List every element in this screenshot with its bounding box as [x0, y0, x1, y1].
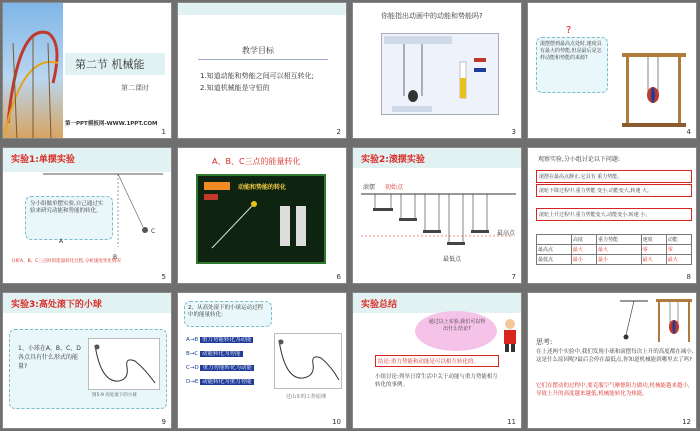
slide-5[interactable]	[2, 147, 172, 284]
slide-number: 7	[511, 273, 516, 281]
goal-item-1: 1.知道动能和势能之间可以相互转化;	[200, 72, 315, 80]
slide-title: 实验1:单摆实验	[11, 155, 75, 165]
slide-10[interactable]	[177, 292, 347, 429]
table-cell: 最大	[641, 255, 666, 265]
slide-title: A、B、C三点的能量转化	[212, 157, 301, 166]
question-row-3: 滚轮上升过程中,重力势能变大,动能变小,转速 小。	[536, 208, 692, 221]
animation-window	[381, 33, 499, 115]
thought-bubble	[415, 311, 497, 351]
slide-number: 1	[161, 128, 166, 136]
rolling-pendulum-diagram	[361, 190, 521, 260]
conclusion-box: 结论:重力势能和动能是可以相互转化的。	[375, 355, 499, 367]
slide-9[interactable]	[2, 292, 172, 429]
slide-4[interactable]	[527, 2, 697, 139]
slide-12[interactable]	[527, 292, 697, 429]
top-band	[178, 3, 346, 15]
label-a: A	[59, 238, 64, 245]
slide-number: 11	[507, 418, 516, 426]
slide-11[interactable]	[352, 292, 522, 429]
table-cell: 最大	[571, 245, 596, 255]
table-header: 重力势能	[597, 235, 642, 245]
table-cell: 最小	[571, 255, 596, 265]
slide-number: 5	[161, 273, 166, 281]
segment-label: B→C	[186, 351, 199, 357]
question-bubble	[9, 329, 167, 409]
label-maxwell: 滚摆	[363, 184, 376, 191]
slide-2[interactable]	[177, 2, 347, 139]
slide-number: 9	[161, 418, 166, 426]
animation-screen	[196, 174, 326, 264]
segment-label: D→E	[186, 379, 199, 385]
slide-number: 4	[686, 128, 691, 136]
slide-1[interactable]	[2, 2, 172, 139]
table-header: 速度	[641, 235, 666, 245]
slide-intro: 观察实验,分小组讨论以下问题:	[538, 156, 620, 163]
segment-value: 动能转化为重力势能	[202, 379, 252, 385]
table-cell: 最小	[597, 255, 642, 265]
slide-title: 实验2:滚摆实验	[361, 155, 425, 165]
pendulum-illustration	[616, 299, 652, 345]
image-caption: 过山车的工作原理	[286, 394, 327, 400]
slide-heading: 教学目标	[242, 46, 274, 55]
table-header	[537, 235, 572, 245]
intro-text: 2、从高处滚下的小球运动过程中的能量转化:	[188, 305, 264, 319]
question-text: 在上述两个实验中,我们发现小球和滚摆每次上升的高度都在减小,这是什么原因呢?最后会停在最低点,你知道机械能到哪里去了吗?	[536, 349, 694, 363]
segment-value: 动能转化为势能	[201, 351, 241, 357]
slide-footer: 第一PPT模板网-WWW.1PPT.COM	[65, 121, 158, 127]
slide-number: 6	[336, 273, 341, 281]
list-item	[186, 363, 282, 371]
answer-text: 它们在摆动的过程中,要克服空气摩擦阻力做功,机械能越来越小,导致上升的高度越来越低,机械能转化为热能。	[536, 383, 690, 397]
question-row-2: 滚轮下降过程中,重力势能 变小,动能变大,转速 大。	[536, 184, 692, 197]
table-header: 高度	[571, 235, 596, 245]
label-b: B	[113, 254, 118, 261]
rollercoaster-image	[3, 3, 63, 139]
table-cell: 零	[666, 245, 691, 255]
bubble-text: 通过以上实验,我们可以得出什么结论?	[428, 319, 486, 332]
label-start: 初始点	[385, 184, 404, 191]
slide-title: 第二节 机械能	[75, 58, 145, 71]
segment-label: A→B	[186, 337, 199, 343]
slide-heading: 思考:	[536, 338, 553, 346]
slide-title: 实验3:高处滚下的小球	[11, 300, 102, 310]
energy-table	[536, 234, 692, 265]
slide-number: 8	[686, 273, 691, 281]
maxwell-wheel-illustration	[654, 297, 694, 345]
slide-6[interactable]	[177, 147, 347, 284]
thinking-person-icon	[501, 317, 519, 353]
slide-number: 2	[336, 128, 341, 136]
heading-underline	[198, 59, 328, 60]
analysis-note: 分析A、B、C三点时的能量转化过程,分析速度变化情况	[11, 259, 121, 264]
question-text: 1、小球在A、B、C、D各点具有什么形式的能量?	[18, 345, 81, 370]
segment-value: 重力势能转化为动能	[201, 337, 252, 343]
slide-number: 10	[332, 418, 341, 426]
transfer-list	[186, 335, 282, 391]
goal-item-2: 2.知道机械能是守恒的	[200, 84, 270, 92]
slide-number: 3	[511, 128, 516, 136]
table-cell: 零	[641, 245, 666, 255]
discussion-task: 小组讨论:列举日常生活中关于动能与重力势能相互转化的事例。	[375, 374, 498, 389]
list-item	[186, 335, 282, 343]
label-lowest: 最低点	[443, 256, 462, 263]
table-cell: 最低点	[537, 255, 572, 265]
slide-title: 实验总结	[361, 300, 398, 310]
question-mark-icon: ?	[566, 25, 572, 36]
table-cell: 最大	[597, 245, 642, 255]
coaster-track-image	[88, 338, 160, 390]
segment-value: 重力势能转化为动能	[202, 365, 252, 371]
list-item	[186, 377, 282, 385]
maxwell-wheel-illustration	[618, 49, 690, 129]
question-text: 滚摆摆到最高点处时,速度具有最大的势能,但是最后是怎样动能和势能的来源?	[540, 41, 602, 61]
slide-subtitle: 第二课时	[121, 84, 149, 92]
table-cell: 最高点	[537, 245, 572, 255]
question-bubble	[536, 37, 608, 93]
list-item	[186, 349, 282, 357]
image-caption: 图5-9 高处滚下的小球	[92, 393, 137, 398]
label-highest: 最高点	[497, 230, 516, 237]
table-header: 动能	[666, 235, 691, 245]
intro-bubble	[184, 301, 272, 327]
slide-7[interactable]	[352, 147, 522, 284]
table-cell: 最大	[666, 255, 691, 265]
coaster-image	[274, 333, 342, 389]
question-row-1: 滚摆在最高点静止,它具有 重力势能。	[536, 170, 692, 183]
segment-label: C→D	[186, 365, 199, 371]
instruction-bubble	[25, 196, 113, 240]
label-c: C	[151, 228, 156, 235]
instruction-text: 分小组做单摆实验,自己通过实验来研究动能和势能的转化。	[30, 201, 104, 215]
slide-3[interactable]	[352, 2, 522, 139]
screen-title: 动能和势能的转化	[238, 184, 287, 191]
slide-number: 12	[682, 418, 691, 426]
slide-title: 你能指出动画中的动能和势能吗?	[381, 12, 483, 20]
slide-8[interactable]	[527, 147, 697, 284]
